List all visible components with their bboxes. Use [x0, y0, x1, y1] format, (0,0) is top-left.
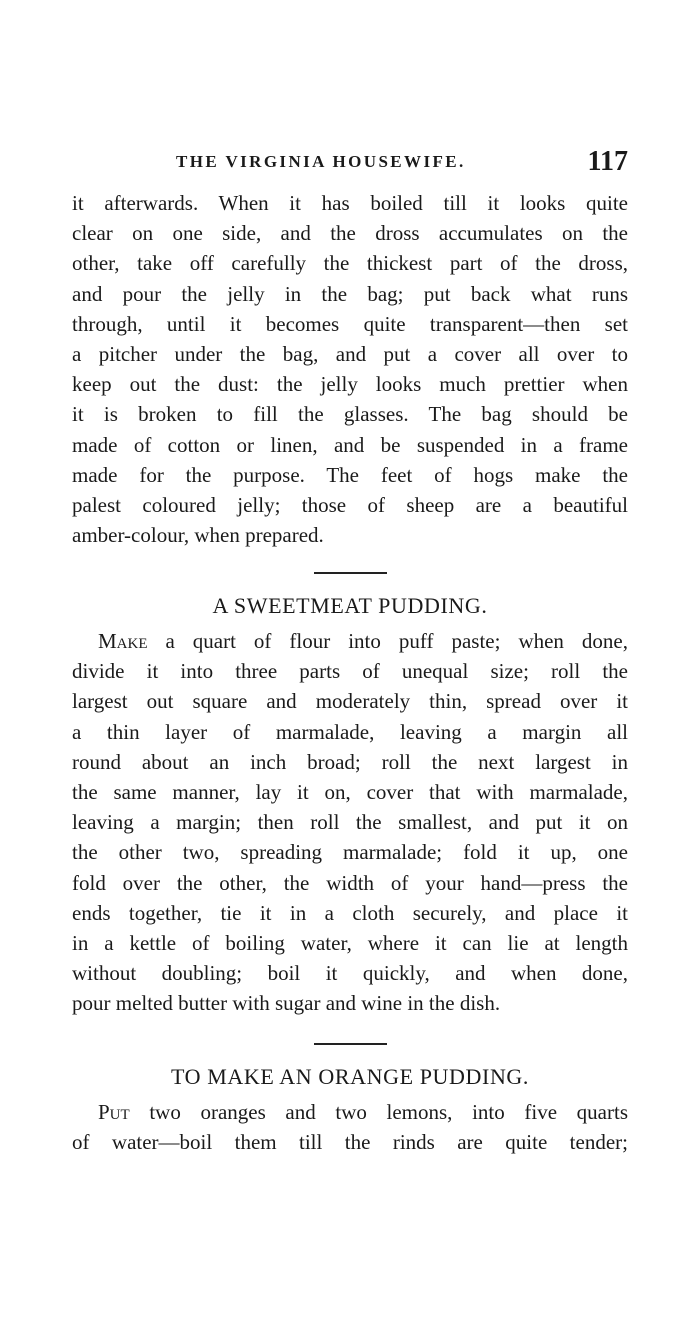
text-line: a thin layer of marmalade, leaving a margin all	[72, 719, 628, 744]
text-line: it afterwards. When it has boiled till it looks quite	[72, 191, 628, 215]
text-line: divide it into three parts of unequal size; roll the	[72, 659, 628, 684]
section-divider	[314, 572, 387, 574]
running-title: THE VIRGINIA HOUSEWIFE.	[176, 152, 466, 171]
text-line: of water—boil them till the rinds are quite tender;	[72, 1130, 628, 1155]
text-line: the same manner, lay it on, cover that with marmalade,	[72, 779, 628, 804]
paragraph-jelly-continued	[72, 188, 628, 550]
text-line: pour melted butter with sugar and wine in the dish.	[72, 991, 501, 1016]
text-line: the other two, spreading marmalade; fold it up, one	[72, 840, 628, 865]
text-line: palest coloured jelly; those of sheep are a beautiful	[72, 492, 628, 517]
text-run: two oranges and two lemons, into five quarts	[129, 1100, 628, 1124]
drop-word: Put	[98, 1100, 130, 1124]
text-line: fold over the other, the width of your hand—press the	[72, 870, 628, 895]
text-line: other, take off carefully the thickest part of the dross,	[72, 251, 628, 276]
text-line: clear on one side, and the dross accumulates on the	[72, 221, 628, 246]
text-line: largest out square and moderately thin, spread over it	[72, 689, 628, 714]
text-line	[72, 626, 628, 656]
text-line: without doubling; boil it quickly, and when done,	[72, 961, 628, 986]
text-line: through, until it becomes quite transparent—then set	[72, 311, 628, 336]
text-line: made of cotton or linen, and be suspended in a frame	[72, 432, 628, 457]
section-divider	[314, 1043, 387, 1045]
running-head	[72, 146, 628, 180]
section-heading-orange-pudding: TO MAKE AN ORANGE PUDDING.	[170, 1064, 530, 1089]
text-line: and pour the jelly in the bag; put back what runs	[72, 281, 628, 306]
page-number: 117	[587, 146, 628, 177]
text-run: a quart of flour into puff paste; when done,	[147, 629, 628, 653]
text-line: it is broken to fill the glasses. The bag should be	[72, 402, 628, 427]
text-line: amber-colour, when prepared.	[72, 523, 324, 548]
text-line	[72, 1097, 628, 1127]
text-line: ends together, tie it in a cloth securely, and place it	[72, 900, 628, 925]
text-line: leaving a margin; then roll the smallest, and put it on	[72, 810, 628, 835]
text-line: a pitcher under the bag, and put a cover all over to	[72, 341, 628, 366]
paragraph-orange-pudding	[72, 1097, 628, 1157]
text-line: made for the purpose. The feet of hogs make the	[72, 462, 628, 487]
drop-word: Make	[98, 629, 148, 653]
paragraph-sweetmeat-pudding	[72, 626, 628, 1018]
section-heading-sweetmeat-pudding: A SWEETMEAT PUDDING.	[212, 593, 488, 618]
text-line: in a kettle of boiling water, where it can lie at length	[72, 930, 628, 955]
text-line: keep out the dust: the jelly looks much prettier when	[72, 372, 628, 397]
text-line: round about an inch broad; roll the next largest in	[72, 749, 628, 774]
